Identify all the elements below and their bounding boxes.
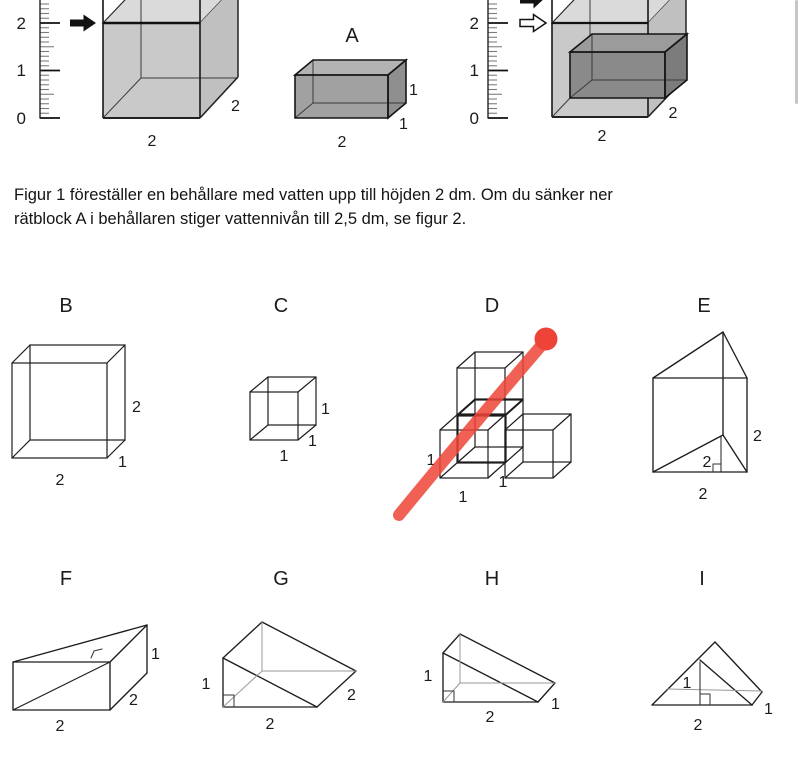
shape-c — [250, 295, 330, 465]
shape-c-drawing — [250, 377, 316, 440]
ruler1-label-0: 0 — [16, 109, 26, 128]
block-a-top-face — [295, 60, 406, 75]
ruler1-label-2: 2 — [16, 14, 26, 33]
shape-e — [653, 295, 762, 503]
shape-d-letter: D — [484, 295, 500, 317]
shape-f — [13, 568, 160, 735]
shape-g-drawing — [223, 622, 356, 707]
figure2-width-label: 2 — [597, 128, 607, 145]
instruction-paragraph — [14, 183, 613, 231]
shape-g-bottom-label: 2 — [265, 716, 275, 733]
shape-i-right-label: 1 — [764, 701, 773, 718]
shape-d — [399, 295, 571, 515]
shape-c-right-label: 1 — [321, 401, 330, 418]
block-a-title: A — [345, 25, 359, 47]
shape-d-drawing — [440, 352, 571, 478]
shape-c-depth-label: 1 — [308, 433, 317, 450]
shape-g-letter: G — [273, 568, 289, 590]
figure1-depth-label: 2 — [231, 98, 240, 115]
water-level-arrow-icon — [70, 15, 96, 32]
shape-h-drawing — [443, 634, 555, 702]
shape-h — [424, 568, 560, 726]
shape-d-bottom-label: 1 — [458, 489, 468, 506]
shape-b — [12, 295, 141, 489]
shape-i-bottom-label: 2 — [693, 717, 703, 734]
shape-e-letter: E — [697, 295, 711, 317]
figure1 — [17, 0, 240, 150]
paragraph-line-2: rätblock A i behållaren stiger vattennivån till 2,5 dm, se figur 2. — [14, 210, 467, 228]
shape-i — [652, 568, 773, 734]
raised-level-arrow-icon — [520, 0, 546, 9]
water-front-face — [103, 23, 200, 118]
ruler1-label-1: 1 — [16, 61, 26, 80]
ruler-figure1 — [40, 0, 60, 118]
shape-g-right-label: 2 — [347, 687, 356, 704]
red-marker-stroke — [399, 328, 558, 516]
shape-h-bottom-label: 2 — [485, 709, 495, 726]
shape-h-right-label: 1 — [551, 696, 560, 713]
shape-h-letter: H — [484, 568, 500, 590]
block-a-height-label: 1 — [409, 82, 418, 99]
block-a-front-face — [295, 75, 388, 118]
figure2 — [470, 0, 687, 145]
figure2-depth-label: 2 — [668, 105, 678, 122]
shape-i-letter: I — [699, 568, 705, 590]
shape-e-right-label: 2 — [753, 428, 762, 445]
shape-f-drawing — [13, 625, 147, 710]
ruler-figure2 — [488, 0, 508, 118]
scrollbar-thumb[interactable] — [795, 0, 798, 104]
shape-d-left-label: 1 — [426, 452, 436, 469]
block-a-width-label: 2 — [337, 134, 347, 151]
shape-b-drawing — [12, 345, 125, 458]
shape-e-inner-label: 2 — [702, 454, 712, 471]
shape-c-bottom-label: 1 — [279, 448, 289, 465]
shape-h-left-label: 1 — [423, 668, 433, 685]
paragraph-line-1: Figur 1 föreställer en behållare med vatten upp till höjden 2 dm. Om du sänker ner — [14, 186, 613, 204]
shape-b-right-label: 2 — [132, 399, 141, 416]
ruler2-label-1: 1 — [469, 61, 479, 80]
shape-i-inner-label: 1 — [682, 675, 692, 692]
shape-f-bottom-label: 2 — [55, 718, 65, 735]
shape-d-right-label: 1 — [498, 474, 508, 491]
old-level-arrow-icon — [520, 15, 546, 32]
submerged-block — [570, 34, 687, 98]
shape-b-letter: B — [59, 295, 73, 317]
shape-f-right-label: 1 — [151, 646, 160, 663]
shape-b-depth-label: 1 — [118, 454, 127, 471]
figure1-width-label: 2 — [147, 133, 157, 150]
shape-f-letter: F — [59, 568, 73, 590]
shape-b-bottom-label: 2 — [55, 472, 65, 489]
ruler2-label-2: 2 — [469, 14, 479, 33]
shape-g — [202, 568, 356, 733]
shape-f-depth-label: 2 — [129, 692, 138, 709]
block-a-depth-label: 1 — [399, 116, 408, 133]
block-a — [295, 25, 418, 151]
shape-e-bottom-label: 2 — [698, 486, 708, 503]
shape-c-letter: C — [273, 295, 289, 317]
shape-e-drawing — [653, 332, 747, 472]
shape-i-drawing — [652, 642, 762, 705]
ruler2-label-0: 0 — [469, 109, 479, 128]
shape-g-left-label: 1 — [201, 676, 211, 693]
